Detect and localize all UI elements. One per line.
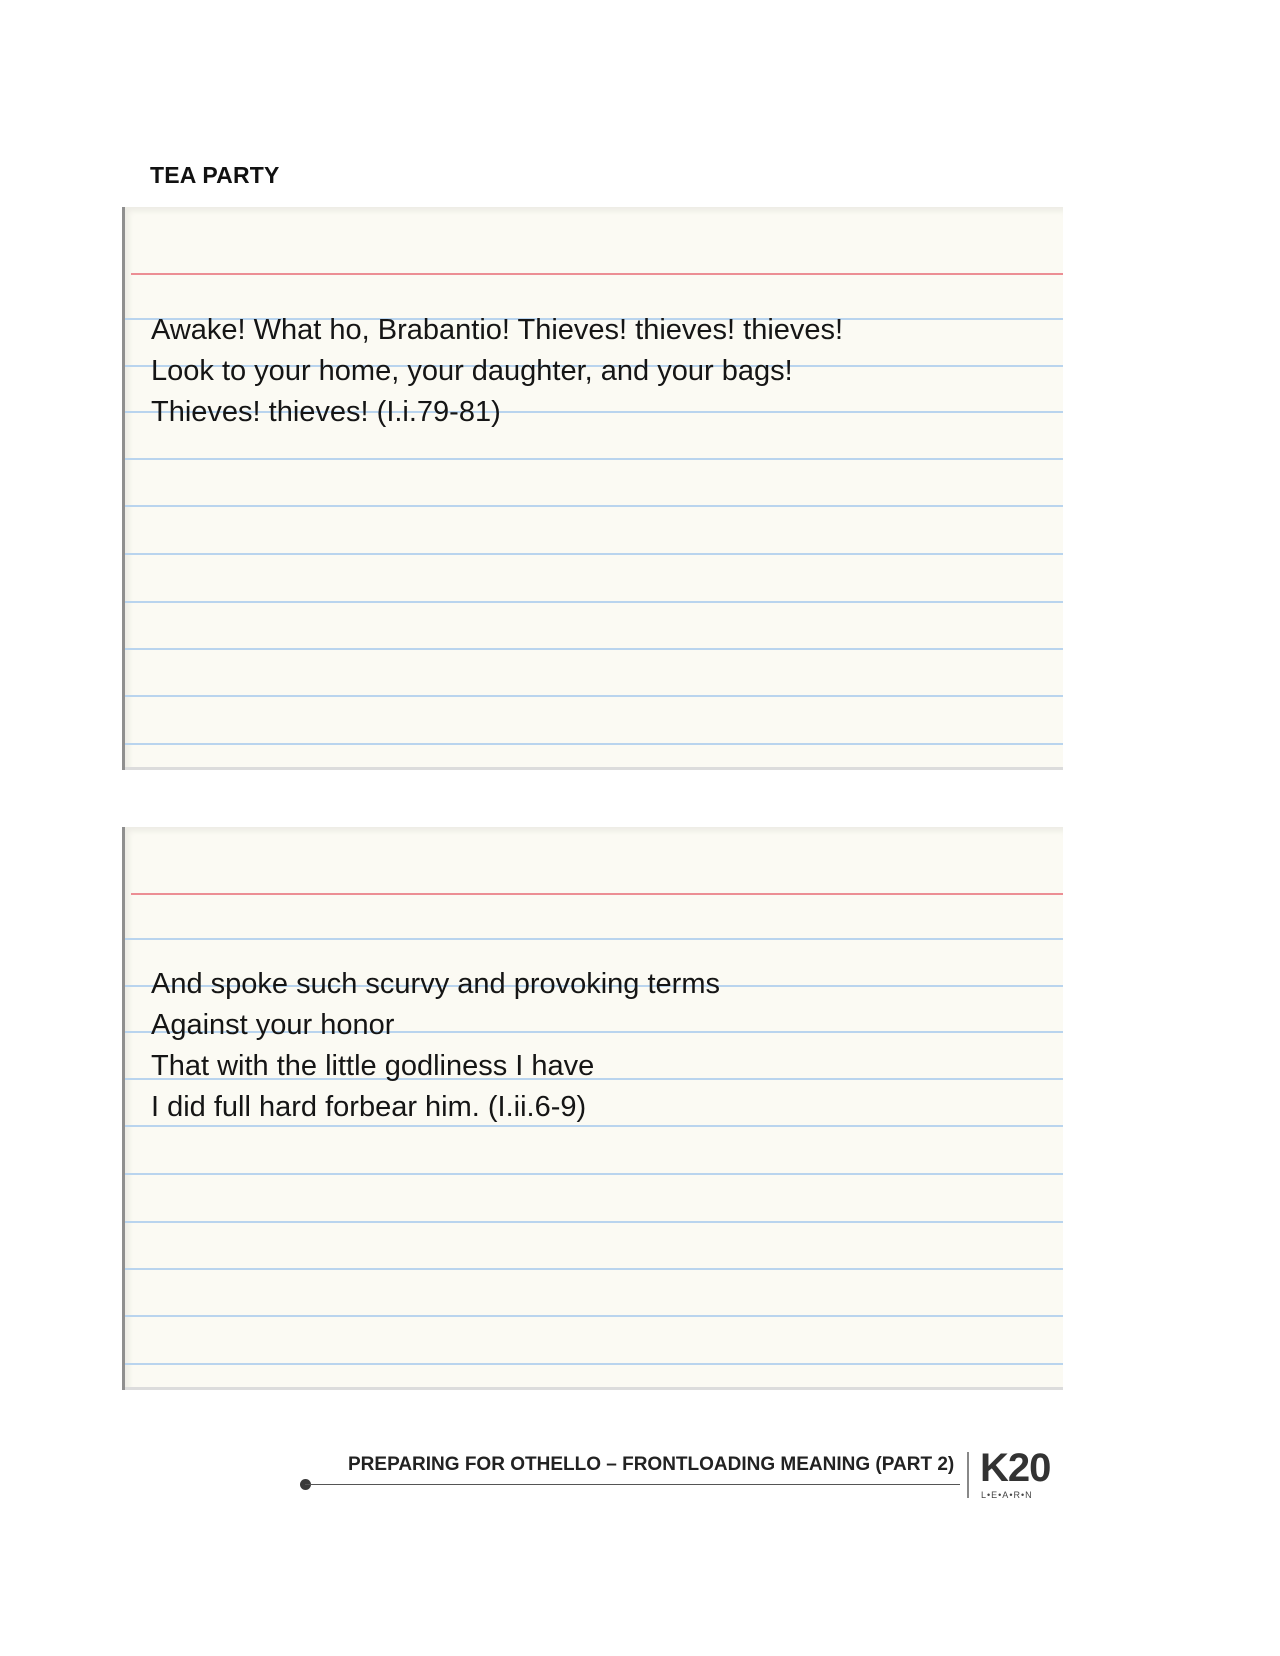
card-quote-text — [151, 964, 720, 1128]
logo-wordmark: K20 — [980, 1446, 1051, 1490]
quote-line: That with the little godliness I have — [151, 1050, 595, 1082]
blue-rule-line — [125, 505, 1063, 507]
blue-rule-line — [125, 695, 1063, 697]
quote-line: And spoke such scurvy and provoking terms — [151, 968, 720, 1000]
blue-rule-line — [125, 1221, 1063, 1223]
blue-rule-line — [125, 458, 1063, 460]
footer-title: PREPARING FOR OTHELLO – FRONTLOADING MEANING (PART 2) — [348, 1454, 955, 1475]
blue-rule-line — [125, 648, 1063, 650]
footer-rule — [305, 1484, 960, 1485]
quote-line: Awake! What ho, Brabantio! Thieves! thieves! thieves! — [151, 314, 844, 346]
card-quote-text — [151, 310, 843, 433]
quote-line: I did full hard forbear him. (I.ii.6-9) — [151, 1091, 587, 1123]
blue-rule-line — [125, 553, 1063, 555]
k20-logo — [980, 1448, 1050, 1504]
logo-tagline: L•E•A•R•N — [981, 1490, 1033, 1500]
blue-rule-line — [125, 601, 1063, 603]
quote-line: Against your honor — [151, 1009, 395, 1041]
blue-rule-line — [125, 1363, 1063, 1365]
quote-line: Look to your home, your daughter, and your bags! — [151, 355, 793, 387]
red-rule-line — [131, 893, 1063, 895]
blue-rule-line — [125, 938, 1063, 940]
blue-rule-line — [125, 1173, 1063, 1175]
blue-rule-line — [125, 743, 1063, 745]
index-card-2 — [122, 827, 1063, 1390]
blue-rule-line — [125, 1268, 1063, 1270]
page-heading: TEA PARTY — [150, 162, 280, 188]
footer-separator — [967, 1452, 969, 1498]
index-card-1 — [122, 207, 1063, 770]
page-footer — [0, 1440, 1280, 1510]
blue-rule-line — [125, 1315, 1063, 1317]
quote-line: Thieves! thieves! (I.i.79-81) — [151, 396, 501, 428]
red-rule-line — [131, 273, 1063, 275]
